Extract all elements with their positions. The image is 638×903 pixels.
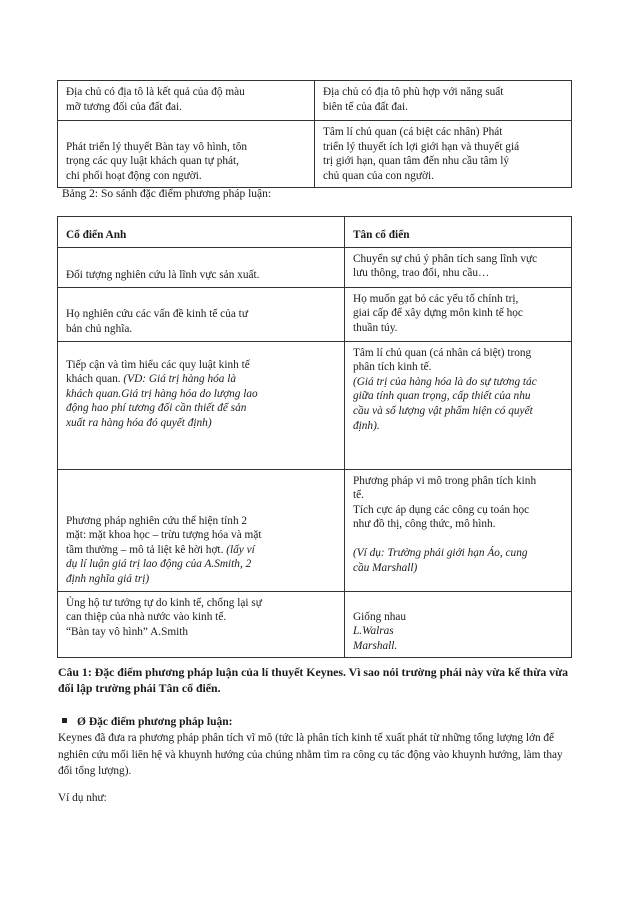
table-cell: Địa chủ có địa tô là kết quả của độ màu mỡ tương đối của đất đai. — [58, 81, 315, 121]
table-row — [58, 121, 572, 188]
table-cell: Chuyển sự chú ý phân tích sang lĩnh vực lưu thông, trao đổi, nhu cầu… — [345, 247, 572, 287]
table-row — [58, 591, 572, 658]
header-classical-english: Cổ điển Anh — [58, 217, 345, 248]
header-neoclassical: Tân cổ điển — [345, 217, 572, 248]
body-paragraph: Keynes đã đưa ra phương pháp phân tích vĩ mô (tức là phân tích kinh tế xuất phát từ những tổng lượng lớn để nghiên cứu mối liên hệ và khuynh hướng của chúng nhằm tìm ra công cụ tác động vào khuynh hướng, làm thay đổi tổng lượng). — [58, 732, 563, 777]
table-cell: Đối tượng nghiên cứu là lĩnh vực sản xuất. — [58, 247, 345, 287]
table-row — [58, 287, 572, 341]
example-label: Ví dụ như: — [58, 792, 107, 804]
table-cell: Giống nhau L.Walras Marshall. — [345, 591, 572, 658]
table-cell: Phát triển lý thuyết Bàn tay vô hình, tôn trọng các quy luật khách quan tự phát, chi phối hoạt động con người. — [58, 121, 315, 188]
table-cell: Phương pháp vi mô trong phân tích kinh tế. Tích cực áp dụng các công cụ toán học như đồ thị, công thức, mô hình. (Ví dụ: Trường phái giới hạn Áo, cung cầu Marshall) — [345, 469, 572, 591]
table-row — [58, 341, 572, 469]
table-cell: Họ muốn gạt bỏ các yếu tố chính trị, giai cấp để xây dựng môn kinh tế học thuần túy. — [345, 287, 572, 341]
table-header-row — [58, 217, 572, 248]
table-caption: Bảng 2: So sánh đặc điểm phương pháp luận: — [62, 188, 272, 200]
table-cell: Ủng hộ tư tưởng tự do kinh tế, chống lại sự can thiệp của nhà nước vào kinh tế. “Bàn tay vô hình” A.Smith — [58, 591, 345, 658]
section-heading: Ø Đặc điểm phương pháp luận: — [58, 716, 232, 728]
table-cell: Tâm lí chủ quan (cá nhân cá biệt) trong phân tích kinh tế. (Giá trị của hàng hóa là do sự tương tác giữa tính quan trọng, cấp thiết của nhu cầu và số lượng vật phẩm hiện có quyết định). — [345, 341, 572, 469]
table-row — [58, 469, 572, 591]
comparison-table-continued — [57, 80, 572, 188]
methodology-comparison-table — [57, 216, 572, 658]
table-cell: Họ nghiên cứu các vấn đề kinh tế của tư bản chủ nghĩa. — [58, 287, 345, 341]
table-cell: Tâm lí chủ quan (cá biệt các nhân) Phát triển lý thuyết ích lợi giới hạn và thuyết giá trị giới hạn, quan tâm đến nhu cầu tâm lý chủ quan của con người. — [315, 121, 572, 188]
table-row — [58, 247, 572, 287]
table-cell: Tiếp cận và tìm hiểu các quy luật kinh tế khách quan. (VD: Giá trị hàng hóa là khách quan.Giá trị hàng hóa do lượng lao động hao phí tương đối cần thiết để sản xuất ra hàng hóa đó quyết định) — [58, 341, 345, 469]
table-row — [58, 81, 572, 121]
table-cell: Địa chủ có địa tô phù hợp với năng suất biên tế của đất đai. — [315, 81, 572, 121]
question-heading: Câu 1: Đặc điểm phương pháp luận của lí thuyết Keynes. Vì sao nói trường phái này vừa kế thừa vừa đối lập trường phái Tân cổ điển. — [58, 665, 569, 695]
bullet-icon — [62, 718, 67, 723]
table-cell: Phương pháp nghiên cứu thể hiện tính 2 mặt: mặt khoa học – trừu tượng hóa và mặt tầm thường – mô tả liệt kê hời hợt. (lấy ví dụ lí luận giá trị lao động của A.Smith, 2 định nghĩa giá trị) — [58, 469, 345, 591]
